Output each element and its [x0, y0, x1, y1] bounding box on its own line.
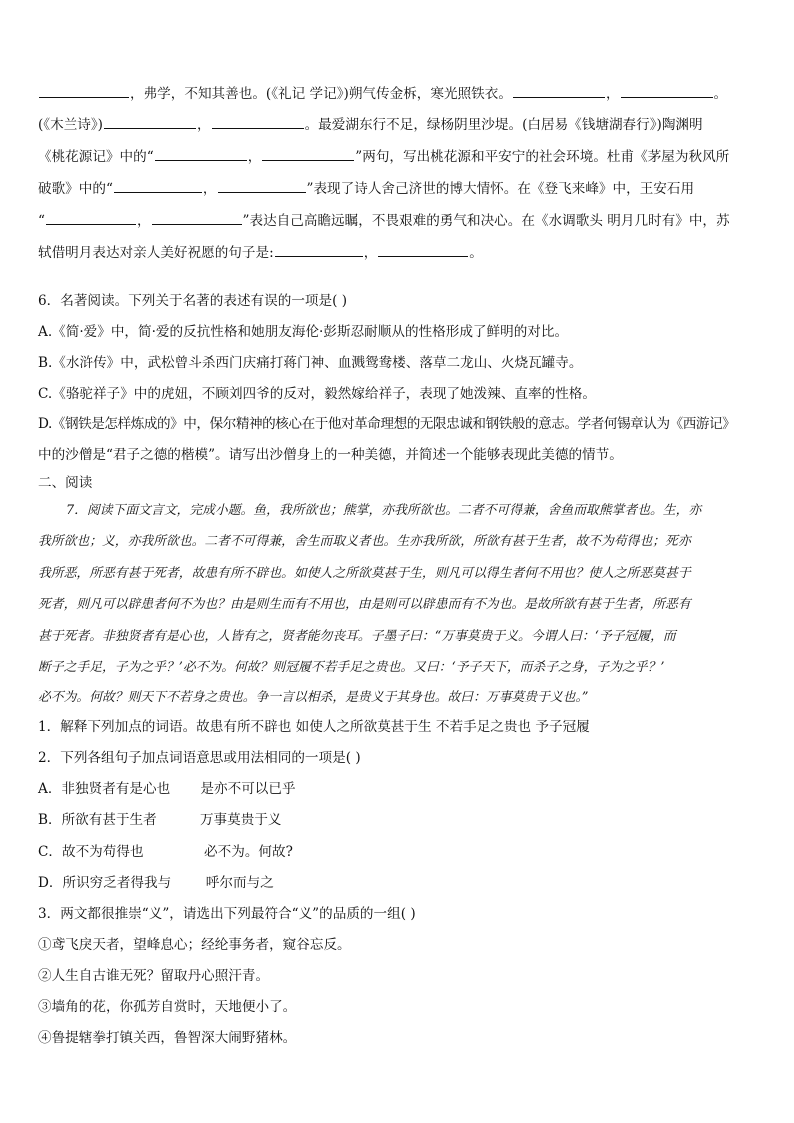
section-title: 二、阅读 — [38, 475, 93, 491]
text-segment: ”表现了诗人舍己济世的博大情怀。在《登飞来峰》中，王安石用 — [306, 181, 695, 197]
answer-blank[interactable] — [114, 180, 202, 193]
text-segment: ， — [247, 149, 262, 165]
q2-option-c[interactable]: C．故不为苟得也 必不为。何故? — [38, 844, 293, 860]
q6-option-b[interactable]: B.《水浒传》中，武松曾斗杀西门庆痛打蒋门神、血溅鸳鸯楼、落草二龙山、火烧瓦罐寺。 — [38, 355, 583, 371]
question-3: 3．两文都很推崇“义”，请选出下列最符合“义”的品质的一组( ) — [38, 906, 416, 922]
q2-option-b[interactable]: B．所欲有甚于生者 万事莫贵于义 — [38, 812, 282, 828]
q3-item-1: ①鸢飞戾天者，望峰息心；经纶事务者，窥谷忘反。 — [38, 937, 351, 953]
text-segment: 《桃花源记》中的“ — [38, 149, 154, 165]
poetry-line-5 — [38, 212, 758, 230]
answer-blank[interactable] — [155, 148, 247, 161]
question-1: 1．解释下列加点的词语。故患有所不辟也 如使人之所欲莫甚于生 不若手足之贵也 予子冠履 — [38, 719, 590, 735]
passage-line-7: 必不为。何故？则天下不若身之贵也。争一言以相杀，是贵义于其身也。故曰：万事莫贵于义也。” — [38, 690, 589, 705]
text-segment: ”两句，写出桃花源和平安宁的社会环境。杜甫《茅屋为秋风所 — [355, 149, 730, 165]
answer-blank[interactable] — [513, 85, 605, 98]
text-segment: 破歌》中的“ — [38, 181, 113, 197]
answer-blank[interactable] — [275, 244, 363, 257]
text-segment: ，弗学，不知其善也。(《礼记 学记》)朔气传金柝，寒光照铁衣。 — [130, 86, 512, 102]
q2-option-d[interactable]: D．所识穷乏者得我与 呼尔而与之 — [38, 875, 274, 891]
text-segment: 。 — [469, 245, 483, 261]
passage-line-2: 我所欲也；义，亦我所欲也。二者不可得兼，舍生而取义者也。生亦我所欲，所欲有甚于生者，故不为苟得也；死亦 — [38, 534, 691, 549]
text-segment: (《木兰诗》) — [38, 117, 103, 133]
q6-option-d-continued: 中的沙僧是“君子之德的楷模”。请写出沙僧身上的一种美德，并简述一个能够表现此美德的情节。 — [38, 447, 623, 463]
poetry-line-1 — [38, 85, 758, 103]
passage-line-4: 死者，则凡可以辟患者何不为也？由是则生而有不用也，由是则可以辟患而有不为也。是故所欲有甚于生者，所恶有 — [38, 597, 691, 612]
q6-stem: 6．名著阅读。下列关于名著的表述有误的一项是( ) — [38, 293, 348, 309]
answer-blank[interactable] — [218, 180, 306, 193]
q6-option-a[interactable]: A.《简·爱》中，简·爱的反抗性格和她朋友海伦·彭斯忍耐顺从的性格形成了鲜明的对比。 — [38, 324, 569, 340]
question-2: 2．下列各组句子加点词语意思或用法相同的一项是( ) — [38, 750, 361, 766]
poetry-line-2 — [38, 116, 758, 134]
answer-blank[interactable] — [262, 148, 354, 161]
text-segment: ， — [136, 213, 151, 229]
q3-item-2: ②人生自古谁无死？留取丹心照汗青。 — [38, 968, 270, 984]
poetry-line-4 — [38, 180, 758, 198]
q2-option-a[interactable]: A．非独贤者有是心也 是亦不可以已乎 — [38, 781, 296, 797]
answer-blank[interactable] — [39, 85, 129, 98]
answer-blank[interactable] — [621, 85, 713, 98]
answer-blank[interactable] — [46, 212, 136, 225]
poetry-line-3 — [38, 148, 758, 166]
q3-item-4: ④鲁提辖拳打镇关西，鲁智深大闹野猪林。 — [38, 1030, 297, 1046]
passage-line-1: 7．阅读下面文言文，完成小题。鱼，我所欲也；熊掌，亦我所欲也。二者不可得兼，舍鱼而取熊掌者也。生，亦 — [66, 503, 702, 518]
text-segment: ， — [363, 245, 378, 261]
text-segment: ”表达自己高瞻远瞩，不畏艰难的勇气和决心。在《水调歌头 明月几时有》中，苏 — [242, 213, 730, 229]
poetry-line-6 — [38, 244, 758, 262]
text-segment: 。 — [713, 86, 728, 102]
text-segment: 。最爱湖东行不足，绿杨阴里沙堤。(白居易《钱塘湖春行》)陶渊明 — [304, 117, 703, 133]
answer-blank[interactable] — [212, 116, 304, 129]
answer-blank[interactable] — [152, 212, 242, 225]
passage-line-3: 我所恶，所恶有甚于死者，故患有所不辟也。如使人之所欲莫甚于生，则凡可以得生者何不用也？使人之所恶莫甚于 — [38, 566, 691, 581]
answer-blank[interactable] — [378, 244, 468, 257]
q6-option-d[interactable]: D.《钢铁是怎样炼成的》中，保尔精神的核心在于他对革命理想的无限忠诚和钢铁般的意志。学者何锡章认为《西游记》 — [38, 416, 736, 432]
passage-line-6: 断子之手足，子为之乎？’必不为。何故？则冠履不若手足之贵也。又曰：‘予子天下，而杀子之身，子为之乎？’ — [38, 660, 665, 675]
q3-item-3: ③墙角的花，你孤芳自赏时，天地便小了。 — [38, 999, 297, 1015]
answer-blank[interactable] — [104, 116, 196, 129]
text-segment: 轼借明月表达对亲人美好祝愿的句子是: — [38, 245, 274, 261]
passage-line-5: 甚于死者。非独贤者有是心也，人皆有之，贤者能勿丧耳。子墨子曰：“万事莫贵于义。今谓人曰：‘予子冠履，而 — [38, 629, 676, 644]
text-segment: ， — [202, 181, 217, 197]
text-segment: “ — [38, 213, 45, 229]
text-segment: ， — [196, 117, 211, 133]
q6-option-c[interactable]: C.《骆驼祥子》中的虎妞，不顾刘四爷的反对，毅然嫁给祥子，表现了她泼辣、直率的性格。 — [38, 386, 596, 402]
text-segment: ， — [605, 86, 620, 102]
